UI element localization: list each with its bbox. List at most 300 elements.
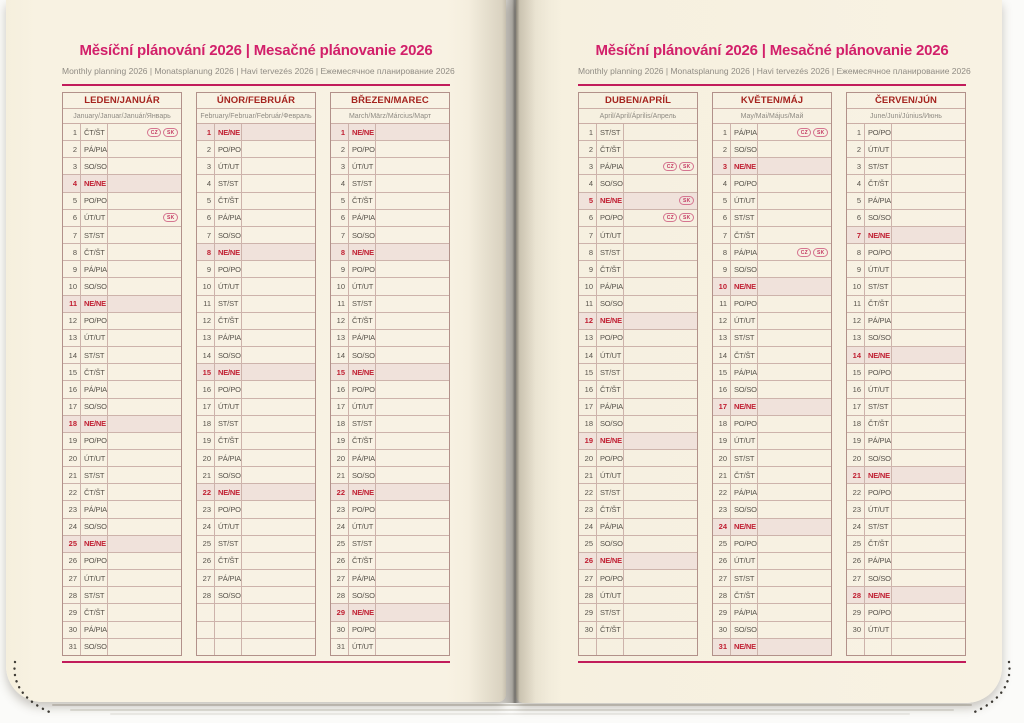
notes-cell	[624, 124, 697, 140]
day-number-cell: 19	[847, 433, 865, 449]
day-row	[579, 399, 697, 416]
day-abbrev-cell: ÚT/UT	[349, 639, 376, 655]
day-abbrev-cell: ST/ST	[81, 467, 108, 483]
day-row	[331, 261, 449, 278]
day-abbrev-cell: PO/PO	[81, 193, 108, 209]
notes-cell	[758, 330, 831, 346]
notes-cell	[108, 587, 181, 603]
day-row	[713, 553, 831, 570]
day-number-cell: 10	[579, 278, 597, 294]
day-abbrev-cell: ÚT/UT	[349, 399, 376, 415]
notes-cell	[108, 622, 181, 638]
day-abbrev-cell: SO/SO	[349, 227, 376, 243]
day-abbrev-cell: ST/ST	[597, 484, 624, 500]
notes-cell	[242, 622, 315, 638]
day-abbrev-cell: PO/PO	[349, 261, 376, 277]
day-abbrev-cell: PO/PO	[349, 501, 376, 517]
day-number-cell: 23	[331, 501, 349, 517]
notes-cell	[892, 622, 965, 638]
day-row	[331, 399, 449, 416]
day-number-cell: 20	[713, 450, 731, 466]
day-row	[331, 570, 449, 587]
day-number-cell: 4	[713, 175, 731, 191]
day-row	[579, 381, 697, 398]
day-row	[713, 450, 831, 467]
day-rows	[197, 124, 315, 655]
day-number-cell: 14	[63, 347, 81, 363]
day-abbrev-cell: PÁ/PIA	[731, 244, 758, 260]
holiday-badge-sk: SK	[813, 248, 828, 257]
day-number-cell: 15	[847, 364, 865, 380]
day-abbrev-cell: ST/ST	[349, 416, 376, 432]
day-number-cell	[197, 604, 215, 620]
month-name: ČERVEN/JÚN	[847, 93, 965, 109]
notes-cell	[242, 570, 315, 586]
day-abbrev-cell: ÚT/UT	[865, 381, 892, 397]
notes-cell	[624, 227, 697, 243]
day-abbrev-cell: ÚT/UT	[865, 141, 892, 157]
day-row	[847, 364, 965, 381]
notes-cell	[758, 467, 831, 483]
notes-cell	[108, 364, 181, 380]
notes-cell	[624, 519, 697, 535]
day-number-cell: 11	[331, 296, 349, 312]
day-row	[197, 227, 315, 244]
day-row	[847, 124, 965, 141]
day-abbrev-cell: PÁ/PIA	[215, 210, 242, 226]
notes-cell	[892, 484, 965, 500]
day-number-cell: 24	[847, 519, 865, 535]
holiday-badge-sk: SK	[679, 213, 694, 222]
day-number-cell: 19	[197, 433, 215, 449]
day-row	[63, 364, 181, 381]
day-row-sunday	[63, 536, 181, 553]
notes-cell	[624, 501, 697, 517]
day-abbrev-cell: NE/NE	[865, 227, 892, 243]
day-abbrev-cell: ÚT/UT	[349, 278, 376, 294]
day-row	[579, 124, 697, 141]
day-number-cell: 2	[847, 141, 865, 157]
notes-cell	[242, 227, 315, 243]
day-row	[579, 622, 697, 639]
day-abbrev-cell: PO/PO	[865, 364, 892, 380]
day-abbrev-cell: NE/NE	[865, 467, 892, 483]
month-table-march	[330, 92, 450, 656]
day-row	[847, 553, 965, 570]
notes-cell	[892, 227, 965, 243]
day-row	[847, 604, 965, 621]
notes-cell	[624, 261, 697, 277]
day-number-cell: 26	[331, 553, 349, 569]
day-abbrev-cell: ČT/ŠT	[865, 296, 892, 312]
day-number-cell: 18	[331, 416, 349, 432]
day-abbrev-cell	[215, 639, 242, 655]
day-row	[197, 210, 315, 227]
day-number-cell: 1	[847, 124, 865, 140]
day-row-sunday	[713, 519, 831, 536]
day-number-cell: 15	[63, 364, 81, 380]
day-row	[713, 484, 831, 501]
day-abbrev-cell: ÚT/UT	[731, 313, 758, 329]
day-number-cell: 6	[331, 210, 349, 226]
right-page-content	[578, 0, 971, 702]
day-number-cell: 2	[579, 141, 597, 157]
notes-cell	[758, 175, 831, 191]
day-abbrev-cell: ČT/ŠT	[349, 553, 376, 569]
day-abbrev-cell: NE/NE	[731, 158, 758, 174]
day-number-cell: 20	[331, 450, 349, 466]
day-abbrev-cell: NE/NE	[215, 364, 242, 380]
notes-cell	[376, 501, 449, 517]
day-abbrev-cell: PÁ/PIA	[597, 399, 624, 415]
day-number-cell: 1	[331, 124, 349, 140]
day-row	[331, 467, 449, 484]
day-abbrev-cell: NE/NE	[349, 364, 376, 380]
day-number-cell: 19	[331, 433, 349, 449]
day-row	[63, 261, 181, 278]
day-number-cell: 22	[63, 484, 81, 500]
day-number-cell: 17	[197, 399, 215, 415]
day-row	[331, 450, 449, 467]
notes-cell	[758, 639, 831, 655]
month-table-june	[846, 92, 966, 656]
day-number-cell: 13	[331, 330, 349, 346]
day-row	[579, 227, 697, 244]
day-abbrev-cell: PO/PO	[865, 124, 892, 140]
day-number-cell	[579, 639, 597, 655]
day-number-cell: 8	[331, 244, 349, 260]
day-row	[713, 124, 831, 141]
day-row	[713, 193, 831, 210]
day-abbrev-cell: SO/SO	[215, 587, 242, 603]
day-row	[847, 501, 965, 518]
day-abbrev-cell: PÁ/PIA	[597, 519, 624, 535]
day-row	[331, 501, 449, 518]
day-row-sunday	[579, 313, 697, 330]
notes-cell	[892, 364, 965, 380]
notes-cell	[758, 227, 831, 243]
day-abbrev-cell: ST/ST	[731, 570, 758, 586]
day-abbrev-cell: NE/NE	[81, 296, 108, 312]
day-row	[579, 570, 697, 587]
day-number-cell: 17	[579, 399, 597, 415]
month-languages: January/Januar/Január/Январь	[63, 109, 181, 124]
day-number-cell: 12	[63, 313, 81, 329]
notes-cell	[624, 622, 697, 638]
month-name: KVĚTEN/MÁJ	[713, 93, 831, 109]
day-number-cell: 18	[579, 416, 597, 432]
day-abbrev-cell: ÚT/UT	[597, 587, 624, 603]
notes-cell	[892, 313, 965, 329]
day-number-cell: 9	[579, 261, 597, 277]
notes-cell	[108, 141, 181, 157]
day-number-cell: 11	[713, 296, 731, 312]
day-abbrev-cell: PO/PO	[597, 210, 624, 226]
day-row	[331, 141, 449, 158]
notes-cell	[108, 381, 181, 397]
day-abbrev-cell: ÚT/UT	[731, 553, 758, 569]
notes-cell	[892, 553, 965, 569]
notes-cell	[108, 467, 181, 483]
day-number-cell: 13	[579, 330, 597, 346]
notes-cell	[624, 364, 697, 380]
day-row	[63, 570, 181, 587]
day-number-cell: 17	[713, 399, 731, 415]
notes-cell	[376, 210, 449, 226]
day-number-cell	[197, 639, 215, 655]
day-row-sunday	[331, 484, 449, 501]
notes-cell	[758, 587, 831, 603]
day-row	[713, 175, 831, 192]
notes-cell	[758, 244, 831, 260]
day-number-cell: 21	[63, 467, 81, 483]
notes-cell	[376, 141, 449, 157]
notes-cell	[624, 570, 697, 586]
day-abbrev-cell: ČT/ŠT	[349, 433, 376, 449]
holiday-badge-cz: CZ	[797, 248, 811, 257]
day-row	[331, 158, 449, 175]
day-abbrev-cell: PO/PO	[597, 330, 624, 346]
day-row-sunday	[331, 604, 449, 621]
day-row	[197, 141, 315, 158]
day-number-cell: 18	[847, 416, 865, 432]
day-row	[197, 553, 315, 570]
day-abbrev-cell: ST/ST	[731, 330, 758, 346]
notes-cell	[376, 467, 449, 483]
day-number-cell: 12	[579, 313, 597, 329]
day-number-cell: 1	[713, 124, 731, 140]
day-row	[331, 622, 449, 639]
day-abbrev-cell: PO/PO	[597, 570, 624, 586]
day-number-cell: 22	[847, 484, 865, 500]
day-number-cell: 27	[331, 570, 349, 586]
day-number-cell: 28	[713, 587, 731, 603]
notes-cell	[758, 193, 831, 209]
day-row	[331, 347, 449, 364]
day-number-cell: 15	[713, 364, 731, 380]
month-languages: March/März/Március/Март	[331, 109, 449, 124]
day-abbrev-cell: PÁ/PIA	[81, 141, 108, 157]
day-abbrev-cell: ÚT/UT	[215, 158, 242, 174]
notes-cell	[108, 347, 181, 363]
day-row	[197, 467, 315, 484]
day-abbrev-cell: ST/ST	[81, 347, 108, 363]
day-number-cell: 26	[847, 553, 865, 569]
notes-cell	[758, 313, 831, 329]
day-abbrev-cell: SO/SO	[731, 261, 758, 277]
day-row	[63, 587, 181, 604]
notes-cell	[108, 244, 181, 260]
day-abbrev-cell: ČT/ŠT	[597, 141, 624, 157]
day-number-cell: 2	[713, 141, 731, 157]
day-abbrev-cell: PO/PO	[349, 381, 376, 397]
notes-cell	[376, 175, 449, 191]
day-abbrev-cell: SO/SO	[597, 296, 624, 312]
day-row	[579, 364, 697, 381]
day-number-cell: 9	[197, 261, 215, 277]
day-abbrev-cell: SO/SO	[865, 570, 892, 586]
day-abbrev-cell: SO/SO	[349, 467, 376, 483]
day-number-cell: 14	[197, 347, 215, 363]
day-row	[579, 536, 697, 553]
day-number-cell: 17	[331, 399, 349, 415]
day-row	[331, 536, 449, 553]
day-row	[579, 416, 697, 433]
day-abbrev-cell: PÁ/PIA	[865, 433, 892, 449]
notes-cell	[892, 193, 965, 209]
notes-cell	[892, 399, 965, 415]
day-number-cell: 5	[713, 193, 731, 209]
notes-cell	[242, 433, 315, 449]
day-row	[197, 604, 315, 621]
month-table-april	[578, 92, 698, 656]
day-row	[197, 261, 315, 278]
notes-cell	[624, 296, 697, 312]
day-number-cell: 18	[713, 416, 731, 432]
day-number-cell: 30	[713, 622, 731, 638]
notes-cell	[108, 296, 181, 312]
day-abbrev-cell: ČT/ŠT	[81, 124, 108, 140]
notes-cell	[624, 244, 697, 260]
day-row-sunday	[63, 175, 181, 192]
holiday-badge-cz: CZ	[663, 213, 677, 222]
day-number-cell: 13	[197, 330, 215, 346]
day-row	[847, 381, 965, 398]
day-abbrev-cell: NE/NE	[349, 484, 376, 500]
day-number-cell: 10	[847, 278, 865, 294]
day-abbrev-cell: ČT/ŠT	[865, 416, 892, 432]
day-number-cell: 16	[713, 381, 731, 397]
notes-cell	[242, 313, 315, 329]
day-row	[713, 347, 831, 364]
notes-cell	[758, 399, 831, 415]
day-number-cell: 28	[847, 587, 865, 603]
day-abbrev-cell: NE/NE	[597, 193, 624, 209]
notes-cell	[892, 175, 965, 191]
day-row	[713, 587, 831, 604]
day-row-sunday	[197, 364, 315, 381]
day-row	[713, 604, 831, 621]
day-row	[847, 261, 965, 278]
day-abbrev-cell: NE/NE	[731, 278, 758, 294]
notes-cell	[758, 381, 831, 397]
notes-cell	[376, 347, 449, 363]
day-number-cell: 5	[63, 193, 81, 209]
day-row	[331, 553, 449, 570]
day-number-cell: 11	[579, 296, 597, 312]
notes-cell	[624, 330, 697, 346]
day-abbrev-cell: ČT/ŠT	[81, 364, 108, 380]
day-row	[847, 175, 965, 192]
day-number-cell: 21	[713, 467, 731, 483]
notes-cell	[892, 261, 965, 277]
day-number-cell	[847, 639, 865, 655]
notes-cell	[108, 175, 181, 191]
day-abbrev-cell: ČT/ŠT	[731, 467, 758, 483]
day-number-cell: 21	[331, 467, 349, 483]
notes-cell	[758, 622, 831, 638]
day-abbrev-cell: SO/SO	[215, 227, 242, 243]
day-abbrev-cell: SO/SO	[597, 175, 624, 191]
day-number-cell: 27	[579, 570, 597, 586]
day-abbrev-cell: ST/ST	[215, 416, 242, 432]
notes-cell	[892, 467, 965, 483]
bottom-rule	[578, 661, 966, 663]
notes-cell	[242, 210, 315, 226]
day-abbrev-cell: SO/SO	[81, 639, 108, 655]
notes-cell	[758, 278, 831, 294]
day-row	[63, 124, 181, 141]
day-abbrev-cell: PO/PO	[81, 313, 108, 329]
notes-cell	[376, 639, 449, 655]
notes-cell	[242, 639, 315, 655]
day-number-cell: 24	[579, 519, 597, 535]
day-row	[579, 587, 697, 604]
notes-cell	[108, 261, 181, 277]
day-number-cell: 3	[331, 158, 349, 174]
day-number-cell: 11	[847, 296, 865, 312]
day-row	[197, 639, 315, 655]
day-number-cell: 26	[713, 553, 731, 569]
notes-cell	[242, 450, 315, 466]
notes-cell	[376, 484, 449, 500]
notes-cell	[758, 210, 831, 226]
day-abbrev-cell: ÚT/UT	[349, 519, 376, 535]
notes-cell	[624, 399, 697, 415]
day-number-cell: 5	[197, 193, 215, 209]
notes-cell	[624, 553, 697, 569]
day-abbrev-cell: SO/SO	[81, 278, 108, 294]
day-row	[63, 347, 181, 364]
day-row	[847, 244, 965, 261]
day-number-cell: 12	[197, 313, 215, 329]
day-abbrev-cell	[865, 639, 892, 655]
day-number-cell: 27	[63, 570, 81, 586]
day-abbrev-cell: PO/PO	[865, 244, 892, 260]
day-number-cell: 5	[847, 193, 865, 209]
day-row	[331, 175, 449, 192]
day-abbrev-cell: ČT/ŠT	[731, 347, 758, 363]
day-abbrev-cell: NE/NE	[215, 484, 242, 500]
day-row	[63, 519, 181, 536]
day-number-cell	[197, 622, 215, 638]
day-abbrev-cell: PÁ/PIA	[349, 450, 376, 466]
day-abbrev-cell: ČT/ŠT	[865, 175, 892, 191]
day-row	[579, 330, 697, 347]
day-abbrev-cell: ČT/ŠT	[597, 622, 624, 638]
day-number-cell: 3	[63, 158, 81, 174]
day-abbrev-cell: ČT/ŠT	[865, 536, 892, 552]
day-abbrev-cell: PÁ/PIA	[349, 210, 376, 226]
day-number-cell: 29	[331, 604, 349, 620]
notes-cell	[758, 158, 831, 174]
day-abbrev-cell: NE/NE	[81, 536, 108, 552]
day-abbrev-cell: ST/ST	[597, 364, 624, 380]
day-number-cell: 25	[579, 536, 597, 552]
month-languages: May/Mai/Május/Май	[713, 109, 831, 124]
day-abbrev-cell: ČT/ŠT	[215, 433, 242, 449]
day-number-cell: 4	[847, 175, 865, 191]
day-row	[331, 193, 449, 210]
day-abbrev-cell: PÁ/PIA	[215, 450, 242, 466]
day-abbrev-cell: PO/PO	[81, 433, 108, 449]
day-number-cell: 22	[197, 484, 215, 500]
day-row	[197, 158, 315, 175]
day-abbrev-cell: PÁ/PIA	[81, 622, 108, 638]
day-abbrev-cell: NE/NE	[349, 244, 376, 260]
day-abbrev-cell: ST/ST	[215, 175, 242, 191]
day-row-sunday	[331, 244, 449, 261]
